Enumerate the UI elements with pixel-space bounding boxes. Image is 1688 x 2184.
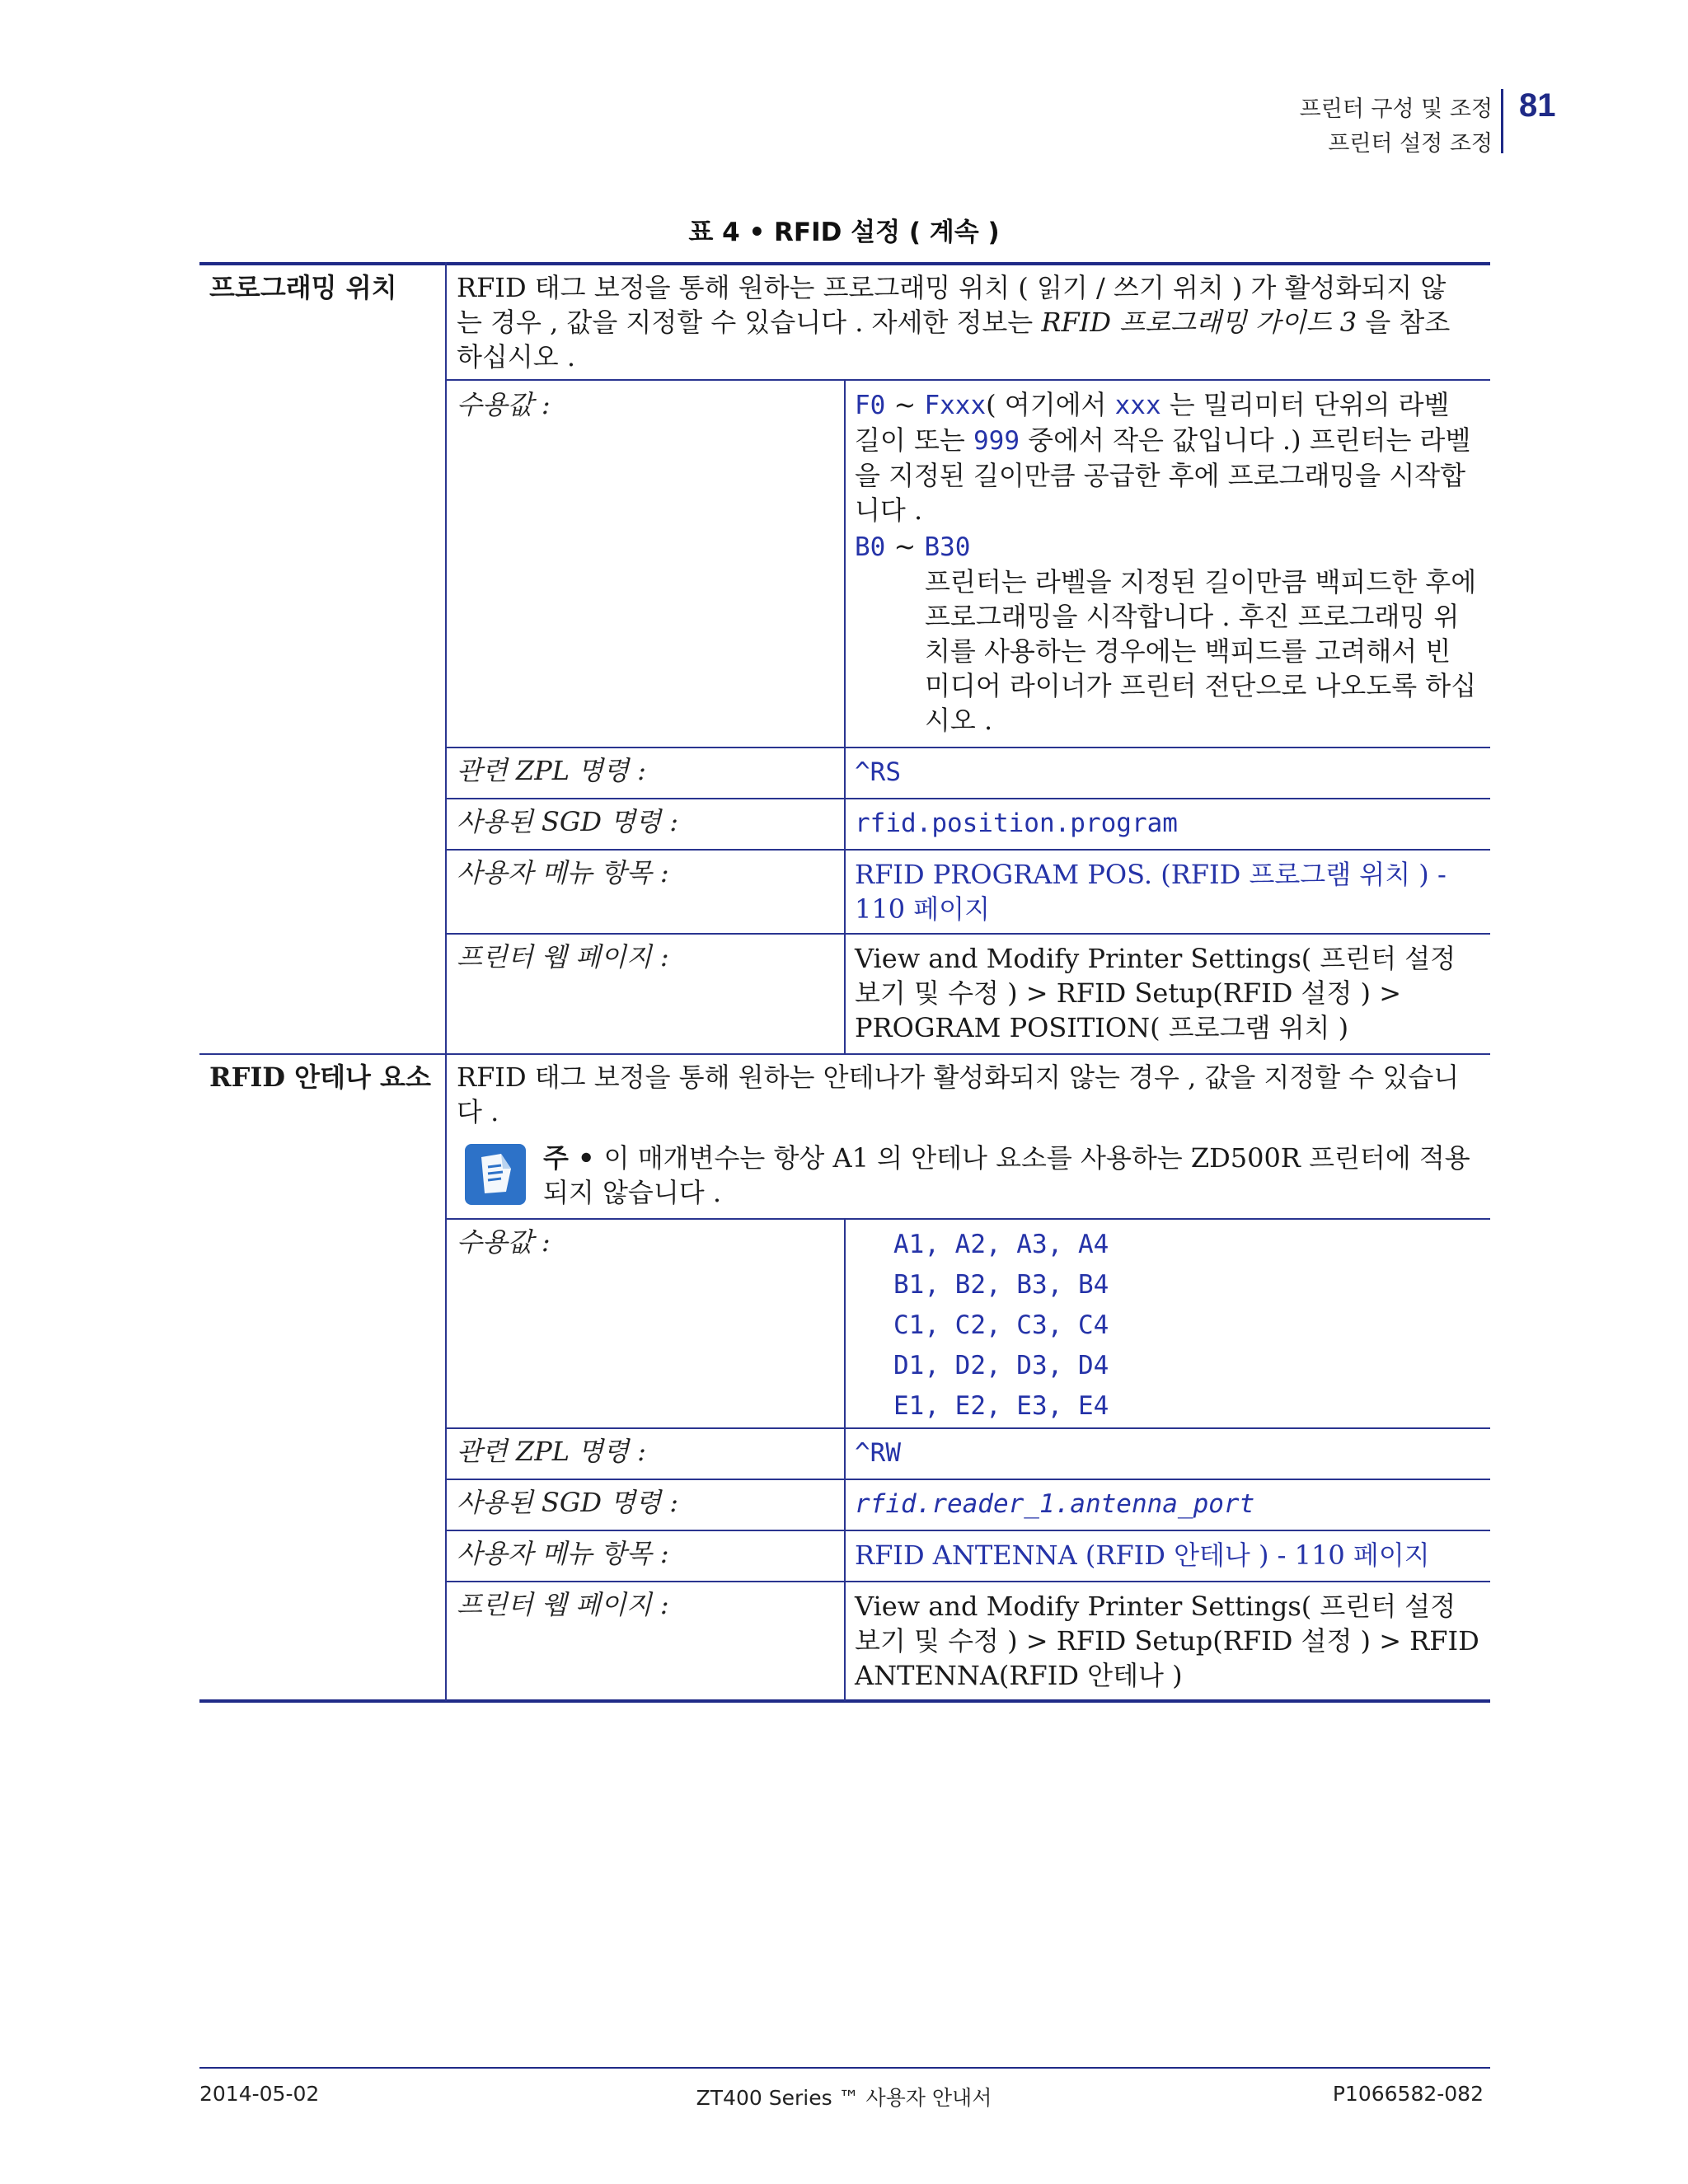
antenna-values-row: D1, D2, D3, D4 (893, 1351, 1109, 1380)
range-tilde: ~ (885, 531, 925, 562)
antenna-values-list (893, 1225, 1520, 1427)
accepted-values-label: 수용값 : (457, 389, 551, 420)
row-divider (447, 798, 1490, 799)
sgd-command-value: rfid.reader_1.antenna_port (855, 1489, 1255, 1519)
web-page-label: 프린터 웹 페이지 : (457, 941, 669, 972)
accepted-values-programming (855, 387, 1481, 738)
header-section: 프린터 구성 및 조정 (1299, 96, 1493, 122)
web-page-path: View and Modify Printer Settings( 프린터 설정 보기 및 수정 ) > RFID Setup(RFID 설정 ) > RFID ANTENNA(RFID 안테나 ) (855, 1591, 1479, 1691)
header-subsection: 프린터 설정 조정 (1328, 131, 1493, 157)
row-divider (447, 1530, 1490, 1531)
page-number: 81 (1519, 87, 1556, 124)
option-forward (855, 387, 1481, 527)
row-divider (447, 1427, 1490, 1429)
range-tilde: ~ (885, 389, 925, 420)
sgd-command-value: rfid.position.program (855, 808, 1178, 838)
column-divider (844, 1218, 846, 1701)
web-page-label: 프린터 웹 페이지 : (457, 1589, 669, 1620)
column-divider (844, 379, 846, 1053)
code-fxxx: Fxxx (924, 391, 987, 420)
row-divider (447, 1218, 1490, 1220)
antenna-values-row: B1, B2, B3, B4 (893, 1270, 1109, 1300)
footer-date: 2014-05-02 (199, 2082, 320, 2106)
antenna-values-row: A1, A2, A3, A4 (893, 1230, 1109, 1259)
description-tail: 을 참조하십시오 . (457, 307, 1451, 373)
sgd-command-label: 사용된 SGD 명령 : (457, 1487, 678, 1518)
option-text: 는 밀리미터 단위의 라벨 길이 또는 (855, 389, 1450, 456)
zpl-command-label: 관련 ZPL 명령 : (457, 755, 646, 786)
user-menu-label: 사용자 메뉴 항목 : (457, 857, 669, 888)
table-top-rule (199, 262, 1490, 265)
code-b0: B0 (855, 532, 886, 562)
option-backfeed-text: 프린터는 라벨을 지정된 길이만큼 백피드한 후에 프로그래밍을 시작합니다 . 후진 프로그래밍 위치를 사용하는 경우에는 백피드를 고려해서 빈 미디어 라이너가 프린터 전단으로 나오도록 하십시오 . (925, 566, 1477, 736)
footer-rule (199, 2067, 1490, 2069)
row-divider (447, 1581, 1490, 1582)
option-text: ( 여기에서 (986, 389, 1115, 420)
footer-doc-id: P1066582-082 (1332, 2082, 1484, 2106)
column-divider (445, 262, 447, 1701)
description-text: RFID 태그 보정을 통해 원하는 프로그래밍 위치 ( 읽기 / 쓰기 위치 ) 가 활성화되지 않는 경우 , 값을 지정할 수 있습니다 . 자세한 정보는 (457, 272, 1447, 338)
param-rfid-antenna: RFID 안테나 요소 (209, 1062, 431, 1093)
zpl-command-value: ^RW (855, 1438, 901, 1468)
row-divider (447, 379, 1490, 381)
row-divider (447, 849, 1490, 851)
user-menu-link[interactable]: RFID PROGRAM POS. (RFID 프로그램 위치 ) - 110 페이지 (855, 859, 1447, 925)
running-header (1300, 92, 1493, 162)
row-divider (447, 933, 1490, 935)
programming-description (457, 270, 1470, 374)
row-divider (199, 1053, 1490, 1055)
antenna-values-row: E1, E2, E3, E4 (893, 1391, 1109, 1421)
code-f0: F0 (855, 391, 886, 420)
header-divider (1501, 89, 1503, 153)
footer-title: ZT400 Series ™ 사용자 안내서 (696, 2086, 992, 2110)
note-prefix: 주 • (543, 1142, 604, 1174)
note-body: 이 매개변수는 항상 A1 의 안테나 요소를 사용하는 ZD500R 프린터에 적용되지 않습니다 . (543, 1142, 1470, 1208)
code-999: 999 (973, 426, 1020, 456)
antenna-description: RFID 태그 보정을 통해 원하는 안테나가 활성화되지 않는 경우 , 값을 지정할 수 있습니다 . (457, 1062, 1460, 1127)
option-backfeed (855, 529, 1481, 565)
row-divider (447, 747, 1490, 748)
guide-reference: RFID 프로그래밍 가이드 3 (1041, 307, 1357, 338)
user-menu-link[interactable]: RFID ANTENNA (RFID 안테나 ) - 110 페이지 (855, 1540, 1430, 1571)
web-page-path: View and Modify Printer Settings( 프린터 설정 보기 및 수정 ) > RFID Setup(RFID 설정 ) > PROGRAM POSITION( 프로그램 위치 ) (855, 943, 1456, 1043)
code-b30: B30 (924, 532, 971, 562)
accepted-values-label: 수용값 : (457, 1226, 551, 1258)
zpl-command-value: ^RS (855, 757, 901, 787)
sgd-command-label: 사용된 SGD 명령 : (457, 806, 678, 837)
note-icon (465, 1144, 526, 1205)
note-text (543, 1141, 1475, 1210)
zpl-command-label: 관련 ZPL 명령 : (457, 1436, 646, 1467)
table-caption: 표 4 • RFID 설정 ( 계속 ) (688, 218, 1000, 247)
user-menu-label: 사용자 메뉴 항목 : (457, 1538, 669, 1569)
param-programming-position: 프로그래밍 위치 (209, 272, 397, 303)
option-text: 중에서 작은 값입니다 .) 프린터는 라벨을 지정된 길이만큼 공급한 후에 프로그래밍을 시작합니다 . (855, 424, 1471, 526)
row-divider (447, 1479, 1490, 1480)
code-xxx: xxx (1114, 391, 1161, 420)
antenna-values-row: C1, C2, C3, C4 (893, 1310, 1109, 1340)
